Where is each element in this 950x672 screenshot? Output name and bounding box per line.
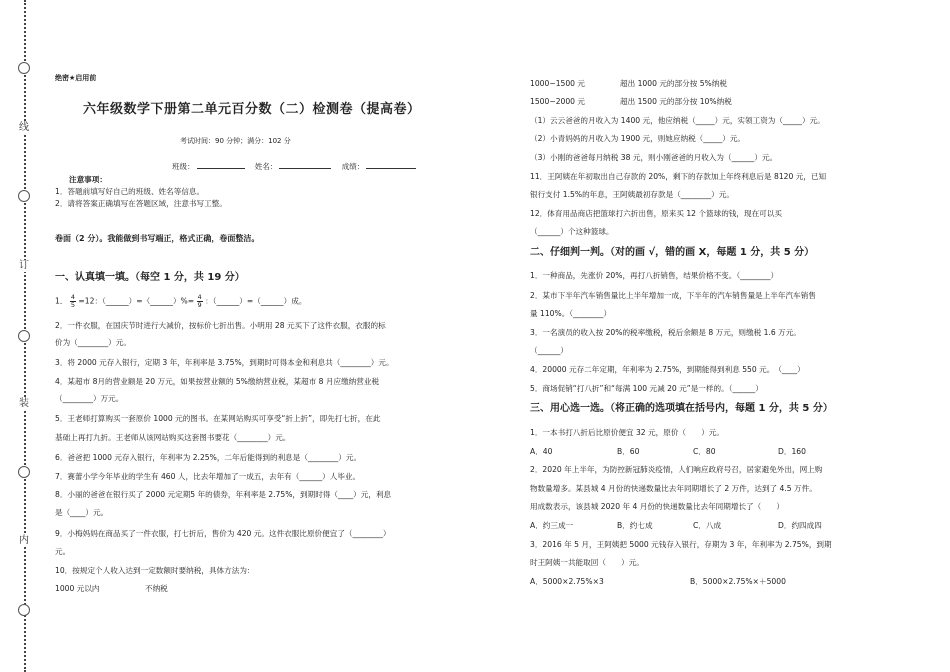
exam-info: 考试时间：90 分钟；满分：102 分 <box>180 137 291 145</box>
tax-row-1-range: 1000 元以内 <box>55 584 100 593</box>
notice-heading: 注意事项： <box>69 175 107 184</box>
question-10-2: （2）小青妈妈的月收入为 1900 元，则她应纳税（_____）元。 <box>530 134 746 143</box>
binding-margin <box>0 0 38 672</box>
question-8-cont: 是（____）元。 <box>55 508 109 517</box>
question-11-cont: 银行支付 1.5%的年息，王阿姨最初存款是（________）元。 <box>530 190 734 199</box>
judge-5: 5．商场促销“打八折”和“每满 100 元减 20 元”是一样的。（______） <box>530 384 763 393</box>
choice-3-cont: 时王阿姨一共能取回（ ）元。 <box>530 558 644 567</box>
judge-2: 2．某市下半年汽车销售量比上半年增加一成，下半年的汽车销售量是上半年汽车销售 <box>530 291 816 300</box>
binding-circle <box>18 330 30 342</box>
question-10-1: （1）云云爸爸的月收入为 1400 元，他应纳税（_____）元，实领工资为（_____）元。 <box>530 116 825 125</box>
choice-2-option: A．约三成一 <box>530 521 574 530</box>
binding-mark-order: 订 <box>19 260 29 271</box>
neatness-note: 卷面（2 分）。我能做到书写端正，格式正确，卷面整洁。 <box>55 234 260 243</box>
binding-mark-inner: 内 <box>19 535 29 546</box>
choice-2-cont: 物数量增多。某县城 4 月份的快递数量比去年同期增长了 2 万件，达到了 4.5 万件。 <box>530 484 817 493</box>
notice-item: 2．请将答案正确填写在答题区域，注意书写工整。 <box>55 199 227 208</box>
question-10: 10．按规定个人收入达到一定数额时要纳税，具体方法为： <box>55 566 255 575</box>
question-7: 7．赛蕾小学今年毕业的学生有 460 人，比去年增加了一成五，去年有（______）人毕业。 <box>55 472 361 481</box>
binding-circle <box>18 604 30 616</box>
question-2: 2．一件衣服，在国庆节时进行大减价，按标价七折出售。小明用 28 元买下了这件衣服，衣服的标 <box>55 321 386 330</box>
judge-3: 3．一名演员的收入按 20%的税率缴税，税后余额是 8 万元，则缴税 1.6 万元。 <box>530 328 801 337</box>
binding-circle <box>18 466 30 478</box>
class-label: 班级： <box>172 162 195 171</box>
class-field[interactable] <box>197 160 245 169</box>
question-8: 8．小丽的爸爸在银行买了 2000 元定期5 年的债券，年利率是 2.75%，到期时得（____）元，利息 <box>55 490 392 499</box>
score-label: 成绩： <box>341 162 365 171</box>
question-1: 1． $\frac{4}{5}$ =12：（______）=（______）%= $\frac{4}{9}$ ：（______）=（______）成。 <box>55 293 307 309</box>
binding-mark-line: 线 <box>19 122 29 133</box>
question-9-cont: 元。 <box>55 547 71 556</box>
choice-1-option: D．160 <box>778 447 806 456</box>
secret-label: 绝密★启用前 <box>55 74 97 82</box>
tax-row-3-rule: 超出 1500 元的部分按 10%纳税 <box>620 97 732 106</box>
fraction: $\frac{4}{9}$ <box>197 293 202 309</box>
tax-row-3-range: 1500~2000 元 <box>530 97 586 106</box>
name-label: 姓名： <box>254 162 278 171</box>
score-field[interactable] <box>366 160 416 169</box>
fraction: $\frac{4}{5}$ <box>70 293 75 309</box>
tax-row-2-range: 1000~1500 元 <box>530 79 586 88</box>
question-3: 3．将 2000 元存入银行，定期 3 年，年利率是 3.75%，到期时可得本金和利息共（________）元。 <box>55 358 394 367</box>
question-12-cont: （______）个这种篮球。 <box>530 227 614 236</box>
choice-1-option: A．40 <box>530 447 553 456</box>
binding-circle <box>18 62 30 74</box>
question-11: 11．王阿姨在年初取出自己存款的 20%，剩下的存款加上年终利息后是 8120 元，已知 <box>530 172 827 181</box>
question-12: 12．体育用品商店把篮球打六折出售，原来买 12 个篮球的钱，现在可以买 <box>530 209 782 218</box>
binding-circle <box>18 190 30 202</box>
choice-1-option: B．60 <box>617 447 640 456</box>
choice-2: 2．2020 年上半年，为防控新冠肺炎疫情，人们响应政府号召，居家避免外出，网上购 <box>530 465 823 474</box>
judge-3-cont: （______） <box>530 346 568 355</box>
choice-1: 1．一本书打八折后比原价便宜 32 元，原价（ ）元。 <box>530 428 724 437</box>
choice-2-option: D．约四成四 <box>778 521 822 530</box>
name-field[interactable] <box>279 160 331 169</box>
section3-heading: 三、用心选一选。（将正确的选项填在括号内，每题 1 分，共 5 分） <box>530 403 833 414</box>
question-4-cont: （________）万元。 <box>55 394 124 403</box>
judge-4: 4．20000 元存二年定期，年利率为 2.75%，到期能得到利息 550 元。 （____） <box>530 365 805 374</box>
question-10-3: （3）小刚的爸爸每月纳税 38 元，则小刚爸爸的月收入为（______）元。 <box>530 153 778 162</box>
notice-item: 1．答题前填写好自己的班级、姓名等信息。 <box>55 187 205 196</box>
question-6: 6．爸爸把 1000 元存入银行，年利率为 2.25%，二年后能得到的利息是（________）元。 <box>55 453 362 462</box>
student-info-row <box>172 160 424 172</box>
choice-2-option: C．八成 <box>693 521 722 530</box>
choice-3: 3．2016 年 5 月，王阿姨把 5000 元钱存入银行，存期为 3 年，年利率为 2.75%，到期 <box>530 540 832 549</box>
page-title: 六年级数学下册第二单元百分数（二）检测卷（提高卷） <box>83 102 421 117</box>
binding-mark-pack: 装 <box>19 398 29 409</box>
section1-heading: 一、认真填一填。（每空 1 分，共 19 分） <box>55 272 245 283</box>
question-4: 4．某超市 8月的营业额是 20 万元，如果按营业额的 5%缴纳营业税，某超市 8 月应缴纳营业税 <box>55 377 380 386</box>
choice-3-option: A．5000×2.75%×3 <box>530 577 604 586</box>
question-2-cont: 价为（________）元。 <box>55 338 131 347</box>
choice-3-option: B．5000×2.75%×＋5000 <box>690 577 786 586</box>
question-5: 5．王老师打算购买一套原价 1000 元的图书。在某网站购买可享受“折上折”，即先打七折，在此 <box>55 414 381 423</box>
tax-row-1-rule: 不纳税 <box>145 584 168 593</box>
choice-2-option: B．约七成 <box>617 521 653 530</box>
judge-1: 1．一种商品，先涨价 20%，再打八折销售，结果价格不变。（________） <box>530 271 779 280</box>
question-9: 9．小梅妈妈在商品买了一件衣服，打七折后，售价为 420 元。这件衣服比原价便宜了（________） <box>55 529 391 538</box>
choice-1-option: C．80 <box>693 447 716 456</box>
judge-2-cont: 量 110%。（________） <box>530 309 612 318</box>
question-5-cont: 基础上再打九折。王老师从该网站购买这套图书要花（________）元。 <box>55 433 291 442</box>
choice-2-cont: 用成数表示，该县城 2020 年 4 月份的快递数量比去年同期增长了（ ） <box>530 502 785 511</box>
tax-row-2-rule: 超出 1000 元的部分按 5%纳税 <box>620 79 727 88</box>
section2-heading: 二、仔细判一判。（对的画 √，错的画 X，每题 1 分，共 5 分） <box>530 247 815 258</box>
